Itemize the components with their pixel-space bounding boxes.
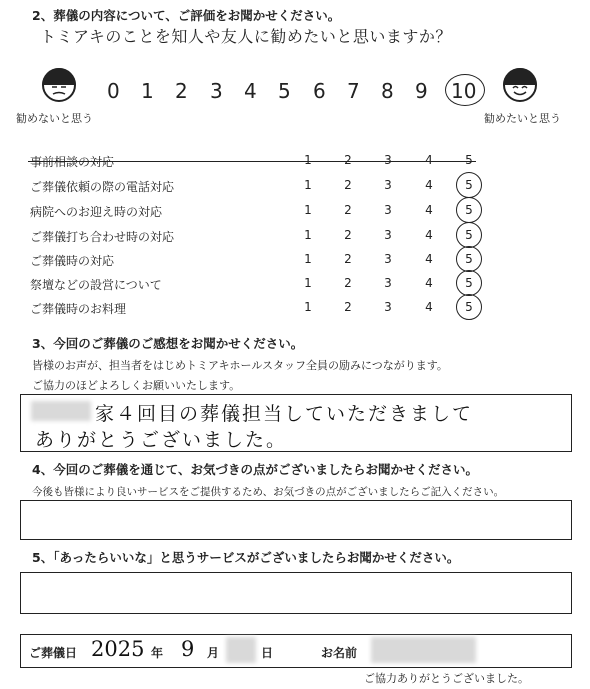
- month-unit: 月: [207, 646, 220, 660]
- score-3[interactable]: 3: [384, 153, 392, 167]
- score-5[interactable]: 5: [465, 203, 473, 217]
- score-2[interactable]: 2: [344, 300, 352, 314]
- q5-answer-box[interactable]: [20, 572, 572, 614]
- right-scale-label: 勧めたいと思う: [484, 112, 561, 125]
- happy-face-icon: [503, 68, 537, 102]
- score-1[interactable]: 1: [304, 300, 312, 314]
- score-1[interactable]: 1: [304, 276, 312, 290]
- score-5[interactable]: 5: [465, 276, 473, 290]
- strikethrough-line: [28, 161, 476, 162]
- year-unit: 年: [151, 646, 164, 660]
- selected-score-circle: [456, 197, 482, 223]
- score-3[interactable]: 3: [384, 203, 392, 217]
- scale-0[interactable]: 0: [107, 79, 120, 103]
- date-label: ご葬儀日: [29, 646, 78, 660]
- q4-description: 今後も皆様により良いサービスをご提供するため、お気づきの点がございましたらご記入ください。: [32, 486, 505, 498]
- day-unit: 日: [261, 646, 274, 660]
- scale-3[interactable]: 3: [210, 79, 223, 103]
- q3-answer-line-1: 家４回目の葬儀担当していただきまして: [95, 403, 474, 425]
- q5-title: 5、「あったらいいな」と思うサービスがございましたらお聞かせください。: [32, 550, 460, 565]
- score-5[interactable]: 5: [465, 228, 473, 242]
- score-4[interactable]: 4: [425, 203, 433, 217]
- selected-score-circle: [456, 270, 482, 296]
- score-2[interactable]: 2: [344, 203, 352, 217]
- score-3[interactable]: 3: [384, 300, 392, 314]
- score-3[interactable]: 3: [384, 178, 392, 192]
- scale-6[interactable]: 6: [313, 79, 326, 103]
- score-2[interactable]: 2: [344, 276, 352, 290]
- selected-score-circle: [445, 74, 485, 106]
- score-1[interactable]: 1: [304, 252, 312, 266]
- score-4[interactable]: 4: [425, 252, 433, 266]
- score-4[interactable]: 4: [425, 178, 433, 192]
- thanks-text: ご協力ありがとうございました。: [364, 672, 529, 685]
- score-5[interactable]: 5: [465, 153, 473, 167]
- score-3[interactable]: 3: [384, 252, 392, 266]
- scale-1[interactable]: 1: [141, 79, 154, 103]
- q2-title: 2、葬儀の内容について、ご評価をお聞かせください。: [32, 8, 341, 23]
- rating-label: ご葬儀依頼の際の電話対応: [30, 180, 175, 194]
- month-value[interactable]: 9: [181, 637, 195, 661]
- redacted-region: [31, 401, 91, 421]
- score-4[interactable]: 4: [425, 153, 433, 167]
- q2-question: トミアキのことを知人や友人に勧めたいと思いますか？: [40, 27, 452, 46]
- score-5[interactable]: 5: [465, 300, 473, 314]
- rating-label: 事前相談の対応: [30, 155, 115, 169]
- q3-answer-line-2: ありがとうございました。: [35, 429, 288, 451]
- score-2[interactable]: 2: [344, 228, 352, 242]
- score-1[interactable]: 1: [304, 203, 312, 217]
- scale-8[interactable]: 8: [381, 79, 394, 103]
- score-3[interactable]: 3: [384, 228, 392, 242]
- q3-description: 皆様のお声が、担当者をはじめトミアキホールスタッフ全員の励みにつながります。: [32, 359, 448, 372]
- score-2[interactable]: 2: [344, 252, 352, 266]
- q4-answer-box[interactable]: [20, 500, 572, 540]
- footer-info-box: [20, 634, 572, 668]
- score-1[interactable]: 1: [304, 228, 312, 242]
- redacted-name: [371, 637, 476, 663]
- q4-title: 4、今回のご葬儀を通じて、お気づきの点がございましたらお聞かせください。: [32, 462, 478, 477]
- scale-5[interactable]: 5: [278, 79, 291, 103]
- score-3[interactable]: 3: [384, 276, 392, 290]
- left-scale-label: 勧めないと思う: [16, 112, 93, 125]
- scale-7[interactable]: 7: [347, 79, 360, 103]
- score-4[interactable]: 4: [425, 300, 433, 314]
- rating-label: ご葬儀時のお料理: [30, 302, 127, 316]
- score-4[interactable]: 4: [425, 276, 433, 290]
- q3-description-2: ご協力のほどよろしくお願いいたします。: [32, 379, 241, 392]
- score-5[interactable]: 5: [465, 178, 473, 192]
- rating-label: 病院へのお迎え時の対応: [30, 205, 163, 219]
- q3-answer-box[interactable]: [20, 394, 572, 452]
- score-1[interactable]: 1: [304, 153, 312, 167]
- selected-score-circle: [456, 172, 482, 198]
- rating-label: ご葬儀時の対応: [30, 254, 115, 268]
- year-value[interactable]: 2025: [91, 637, 145, 661]
- scale-10[interactable]: 10: [451, 79, 477, 103]
- scale-2[interactable]: 2: [175, 79, 188, 103]
- rating-label: 祭壇などの設営について: [30, 278, 162, 292]
- sad-face-icon: [42, 68, 76, 102]
- name-label: お名前: [321, 646, 358, 660]
- redacted-day: [226, 637, 256, 663]
- score-2[interactable]: 2: [344, 153, 352, 167]
- score-4[interactable]: 4: [425, 228, 433, 242]
- scale-9[interactable]: 9: [415, 79, 428, 103]
- rating-label: ご葬儀打ち合わせ時の対応: [30, 230, 175, 244]
- score-5[interactable]: 5: [465, 252, 473, 266]
- selected-score-circle: [456, 294, 482, 320]
- scale-4[interactable]: 4: [244, 79, 257, 103]
- q3-title: 3、今回のご葬儀のご感想をお聞かせください。: [32, 336, 304, 351]
- selected-score-circle: [456, 222, 482, 248]
- selected-score-circle: [456, 246, 482, 272]
- score-2[interactable]: 2: [344, 178, 352, 192]
- score-1[interactable]: 1: [304, 178, 312, 192]
